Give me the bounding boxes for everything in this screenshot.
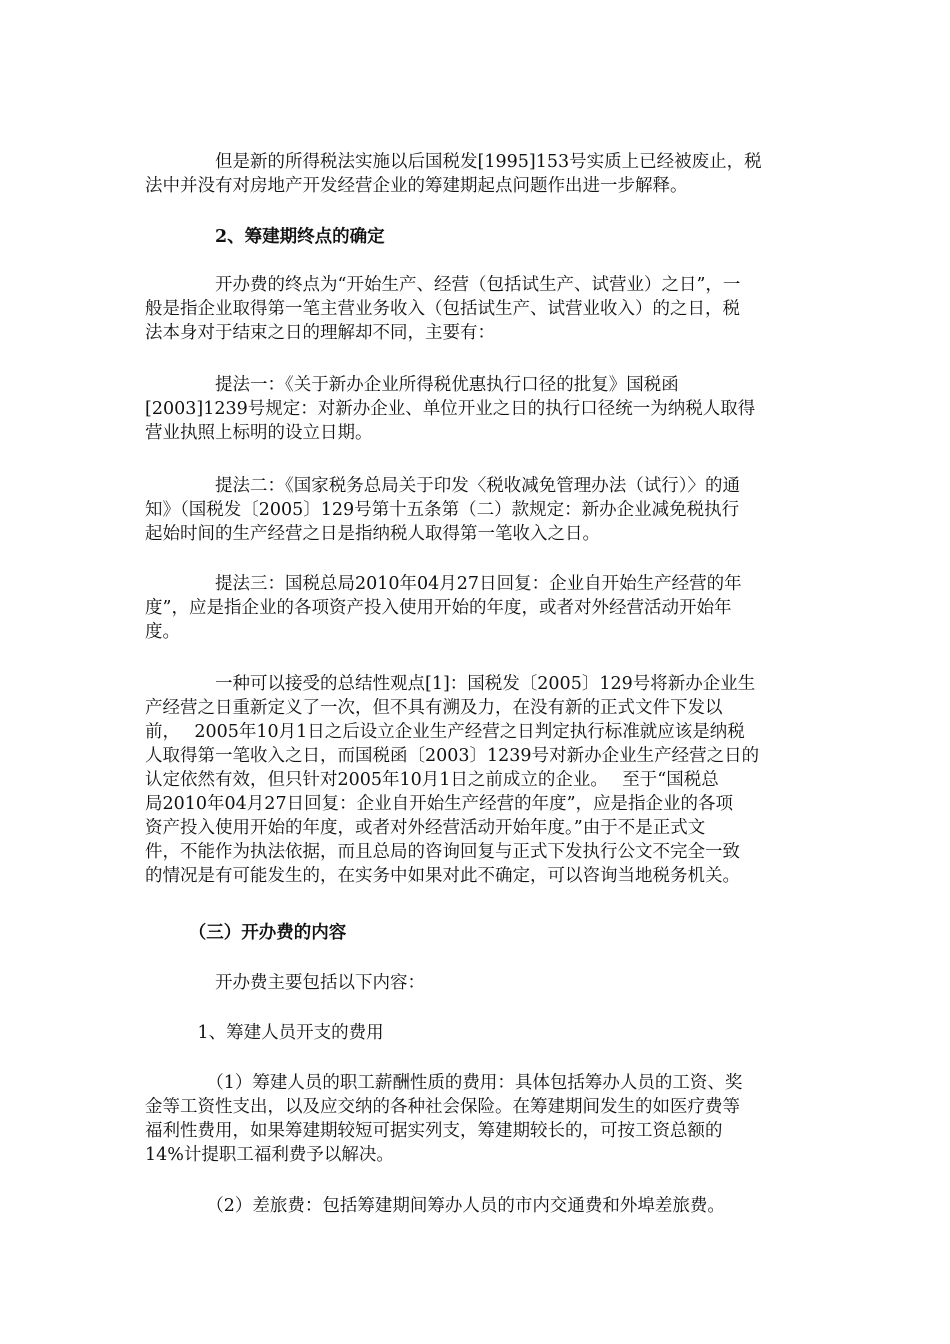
paragraph-salary-costs <box>145 1071 817 1167</box>
paragraph-statute-abolished <box>145 150 817 198</box>
paragraph-travel-costs <box>145 1194 817 1218</box>
text-line: 1、筹建人员开支的费用 <box>145 1023 384 1043</box>
text-line: 开办费的终点为“开始生产、经营（包括试生产、试营业）之日”，一 <box>145 275 741 295</box>
subheading-staff-costs <box>145 1021 817 1045</box>
text-line: 人取得第一笔收入之日，而国税函〔2003〕1239号对新办企业生产经营之日的 <box>145 746 760 766</box>
text-line: 营业执照上标明的设立日期。 <box>145 423 373 443</box>
text-line: 法中并没有对房地产开发经营企业的筹建期起点问题作出进一步解释。 <box>145 176 688 196</box>
paragraph-view-two <box>145 474 817 546</box>
heading-startup-content <box>145 921 817 945</box>
paragraph-view-one <box>145 373 817 445</box>
heading-text: （三）开办费的内容 <box>145 923 347 943</box>
text-line: 认定依然有效，但只针对2005年10月1日之前成立的企业。 至于“国税总 <box>145 770 719 790</box>
text-line: 产经营之日重新定义了一次，但不具有溯及力，在没有新的正式文件下发以 <box>145 698 723 718</box>
text-line: 的情况是有可能发生的，在实务中如果对此不确定，可以咨询当地税务机关。 <box>145 866 740 886</box>
text-line: 前， 2005年10月1日之后设立企业生产经营之日判定执行标准就应该是纳税 <box>145 722 745 742</box>
text-line: 金等工资性支出，以及应交纳的各种社会保险。在筹建期间发生的如医疗费等 <box>145 1097 740 1117</box>
text-line: 资产投入使用开始的年度，或者对外经营活动开始年度。”由于不是正式文 <box>145 818 706 838</box>
text-line: （1）筹建人员的职工薪酬性质的费用：具体包括筹办人员的工资、奖 <box>145 1073 743 1093</box>
paragraph-view-three <box>145 572 817 644</box>
text-line: 起始时间的生产经营之日是指纳税人取得第一笔收入之日。 <box>145 524 600 544</box>
text-line: 提法三：国税总局2010年04月27日回复：企业自开始生产经营的年 <box>145 574 742 594</box>
text-line: 提法二：《国家税务总局关于印发〈税收减免管理办法（试行）〉的通 <box>145 476 740 496</box>
text-line: [2003]1239号规定：对新办企业、单位开业之日的执行口径统一为纳税人取得 <box>145 399 756 419</box>
text-line: 开办费主要包括以下内容： <box>145 973 425 993</box>
text-line: 福利性费用，如果筹建期较短可据实列支，筹建期较长的，可按工资总额的 <box>145 1121 723 1141</box>
text-line: 14%计提职工福利费予以解决。 <box>145 1145 394 1165</box>
text-line: （2）差旅费：包括筹建期间筹办人员的市内交通费和外埠差旅费。 <box>145 1196 725 1216</box>
text-line: 件，不能作为执法依据，而且总局的咨询回复与正式下发执行公文不完全一致 <box>145 842 740 862</box>
text-line: 法本身对于结束之日的理解却不同，主要有： <box>145 323 495 343</box>
paragraph-end-date <box>145 273 817 345</box>
text-line: 但是新的所得税法实施以后国税发[1995]153号实质上已经被废止，税 <box>145 152 762 172</box>
paragraph-summary-view <box>145 672 817 888</box>
text-line: 度。 <box>145 622 180 642</box>
text-line: 提法一：《关于新办企业所得税优惠执行口径的批复》国税函 <box>145 375 679 395</box>
heading-construction-end <box>145 225 817 249</box>
text-line: 一种可以接受的总结性观点[1]：国税发〔2005〕129号将新办企业生 <box>145 674 756 694</box>
paragraph-content-intro <box>145 971 817 995</box>
text-line: 度”，应是指企业的各项资产投入使用开始的年度，或者对外经营活动开始年 <box>145 598 732 618</box>
text-line: 知》（国税发〔2005〕129号第十五条第（二）款规定：新办企业减免税执行 <box>145 500 740 520</box>
text-line: 般是指企业取得第一笔主营业务收入（包括试生产、试营业收入）的之日，税 <box>145 299 740 319</box>
text-line: 局2010年04月27日回复：企业自开始生产经营的年度”，应是指企业的各项 <box>145 794 734 814</box>
heading-text: 2、筹建期终点的确定 <box>145 227 385 247</box>
